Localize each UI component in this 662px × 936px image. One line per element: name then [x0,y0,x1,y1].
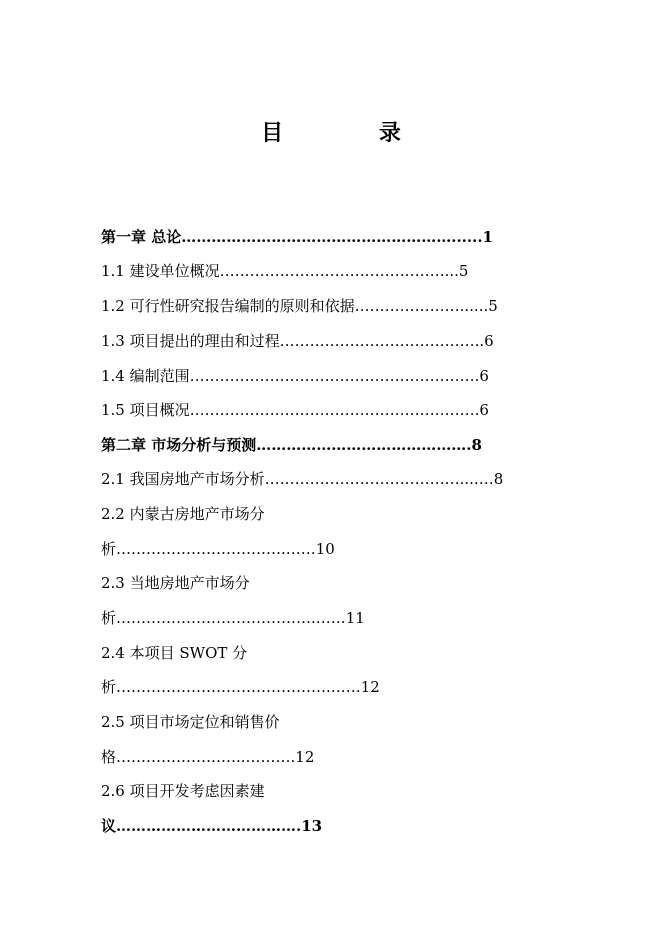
toc-item-2-3-continuation: 析………………………………….……11 [101,609,365,627]
toc-chapter-1: 第一章 总论………………………………………………......1 [101,228,493,246]
toc-chapter-2: 第二章 市场分析与预测…………………………………….8 [101,436,482,454]
toc-item-2-5-title: 2.5 项目市场定位和销售价 [101,713,280,731]
toc-item-2-6-continuation: 议……………………………….13 [101,817,323,835]
toc-item-2-3-title: 2.3 当地房地产市场分 [101,574,250,592]
toc-item-2-6-title: 2.6 项目开发考虑因素建 [101,782,265,800]
toc-item-1-1: 1.1 建设单位概况………………………………………...5 [101,262,469,280]
toc-item-2-2-continuation: 析…………………………….……10 [101,540,335,558]
toc-item-2-1: 2.1 我国房地产市场分析…………………………………....…8 [101,470,504,488]
toc-item-2-2-title: 2.2 内蒙古房地产市场分 [101,505,265,523]
toc-item-2-4-title: 2.4 本项目 SWOT 分 [101,644,248,662]
toc-item-1-2: 1.2 可行性研究报告编制的原则和依据…………………......5 [101,297,498,315]
toc-item-2-4-continuation: 析…………………………………….……12 [101,678,380,696]
toc-item-1-4: 1.4 编制范围………………………………………………….6 [101,367,489,385]
toc-item-1-3: 1.3 项目提出的理由和过程…………………………………..6 [101,332,494,350]
document-title: 目 录 [261,120,445,146]
toc-item-2-5-continuation: 格……………………..……….12 [101,748,315,766]
toc-item-1-5: 1.5 项目概况………………………………………………….6 [101,401,489,419]
